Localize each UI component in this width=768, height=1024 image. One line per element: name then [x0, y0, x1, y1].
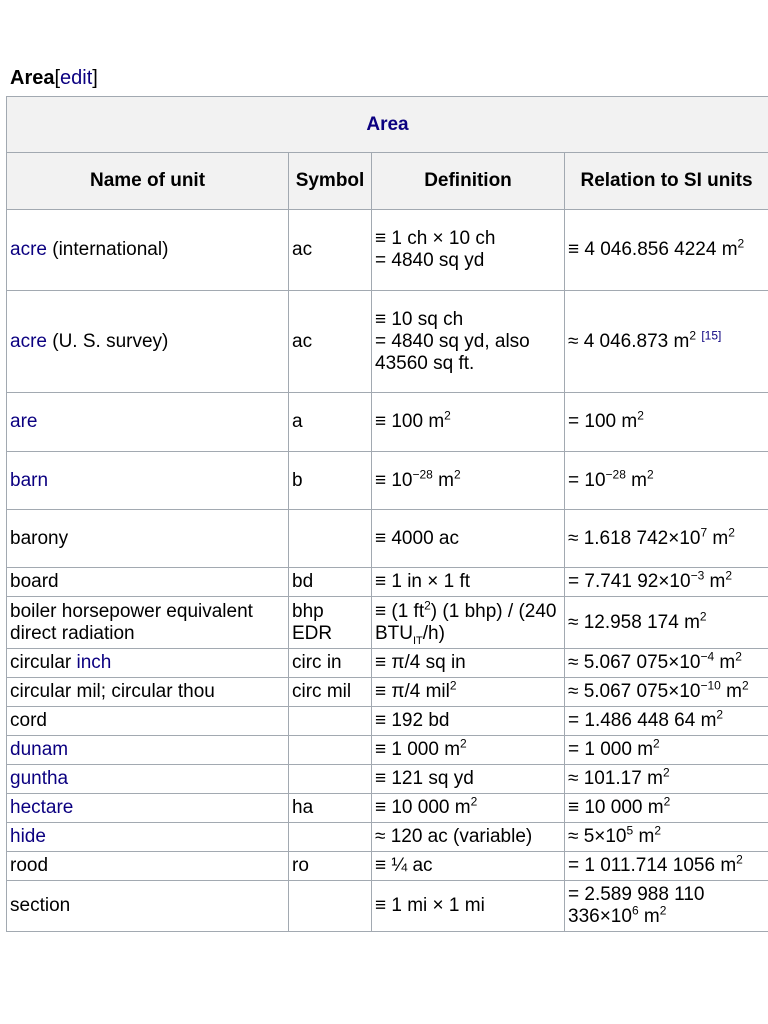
- unit-symbol-cell: bd: [289, 568, 372, 597]
- unit-name-cell: [7, 736, 289, 765]
- table-row: [7, 393, 768, 452]
- unit-name-link[interactable]: inch: [76, 652, 112, 673]
- table-row: [7, 210, 768, 291]
- si-relation-cell: ≈ 5.067 $075\times 10^{-4}$ $m^2$: [565, 649, 768, 678]
- si-relation-cell: ≈ 4 046.873 $m^2$ [15]: [565, 291, 768, 393]
- unit-definition-cell: ≡ 121 sq yd: [372, 765, 565, 794]
- si-relation-cell: = 7.741 $92\times 10^{-3}$ $m^2$: [565, 568, 768, 597]
- unit-symbol-cell: ac: [289, 291, 372, 393]
- unit-name-cell: [7, 393, 289, 452]
- si-relation-cell: = 1 011.714 1056 $m^2$: [565, 852, 768, 881]
- unit-symbol-cell: [289, 510, 372, 568]
- unit-definition-cell: ≡ 4000 ac: [372, 510, 565, 568]
- si-relation-cell: = 2.589 988 110 $336\times 10^6$ $m^2$: [565, 881, 768, 932]
- unit-definition-cell: ≡ 100 $m^2$: [372, 393, 565, 452]
- unit-name-cell: [7, 823, 289, 852]
- table-row: [7, 649, 768, 678]
- unit-definition-cell: ≡ $10^{-28}$ $m^2$: [372, 452, 565, 510]
- unit-definition-cell: ≡ ¼ ac: [372, 852, 565, 881]
- si-relation-cell: = 1 000 $m^2$: [565, 736, 768, 765]
- unit-symbol-cell: a: [289, 393, 372, 452]
- table-caption: Area: [7, 97, 768, 153]
- unit-name-link[interactable]: acre: [10, 239, 47, 260]
- table-row: [7, 707, 768, 736]
- table-body: [7, 210, 768, 932]
- unit-symbol-cell: [289, 881, 372, 932]
- unit-name-text: cord: [10, 710, 47, 731]
- edit-link[interactable]: edit: [60, 67, 93, 89]
- unit-name-cell: [7, 852, 289, 881]
- unit-name-link[interactable]: hide: [10, 826, 46, 847]
- unit-definition-cell: ≡ 1 ch × 10 ch = 4840 sq yd: [372, 210, 565, 291]
- unit-name-cell: [7, 510, 289, 568]
- unit-definition-cell: ≡ 10 sq ch = 4840 sq yd, also 43560 sq ft.: [372, 291, 565, 393]
- table-row: [7, 452, 768, 510]
- unit-name-text: circular mil; circular thou: [10, 681, 215, 702]
- column-header-name: Name of unit: [7, 153, 289, 210]
- table-row: [7, 678, 768, 707]
- si-relation-cell: ≈ 1.618 $742\times 10^7$ $m^2$: [565, 510, 768, 568]
- si-relation-cell: = 1.486 448 64 $m^2$: [565, 707, 768, 736]
- unit-name-cell: [7, 794, 289, 823]
- unit-definition-cell: ≡ (1 $ft^2$) (1 bhp) / (240 $BTU_{IT}/h$): [372, 597, 565, 649]
- unit-definition-cell: ≡ π/4 sq in: [372, 649, 565, 678]
- unit-symbol-cell: ha: [289, 794, 372, 823]
- table-row: [7, 291, 768, 393]
- unit-name-text: circular: [10, 652, 77, 673]
- unit-definition-cell: ≡ 10 000 $m^2$: [372, 794, 565, 823]
- unit-definition-cell: ≡ 1 mi × 1 mi: [372, 881, 565, 932]
- reference-link[interactable]: [15]: [701, 328, 722, 343]
- si-relation-cell: ≈ 101.17 $m^2$: [565, 765, 768, 794]
- unit-name-text: barony: [10, 527, 69, 549]
- si-relation-cell: ≡ 10 000 $m^2$: [565, 794, 768, 823]
- unit-definition-cell: ≡ π/4 mil$^2$: [372, 678, 565, 707]
- unit-name-cell: [7, 291, 289, 393]
- table-row: [7, 852, 768, 881]
- unit-name-link[interactable]: hectare: [10, 797, 74, 818]
- unit-symbol-cell: [289, 707, 372, 736]
- table-row: [7, 510, 768, 568]
- unit-definition-cell: ≡ 1 in × 1 ft: [372, 568, 565, 597]
- table-row: [7, 597, 768, 649]
- section-title: Area: [10, 67, 55, 89]
- unit-name-text: (international): [46, 239, 169, 260]
- edit-bracket-open: [: [54, 67, 61, 89]
- table-row: [7, 881, 768, 932]
- unit-name-cell: [7, 210, 289, 291]
- unit-name-cell: [7, 597, 289, 649]
- unit-name-cell: [7, 568, 289, 597]
- unit-name-cell: [7, 881, 289, 932]
- section-heading: [10, 66, 98, 90]
- si-relation-cell: ≡ 4 046.856 4224 $m^2$: [565, 210, 768, 291]
- table-row: [7, 736, 768, 765]
- unit-symbol-cell: [289, 765, 372, 794]
- column-header-symbol: Symbol: [289, 153, 372, 210]
- unit-definition-cell: ≡ 192 bd: [372, 707, 565, 736]
- si-relation-cell: ≈ 12.958 174 $m^2$: [565, 597, 768, 649]
- table-row: [7, 568, 768, 597]
- table-row: [7, 823, 768, 852]
- unit-symbol-cell: ac: [289, 210, 372, 291]
- unit-name-cell: [7, 765, 289, 794]
- unit-symbol-cell: [289, 736, 372, 765]
- unit-name-text: (U. S. survey): [46, 330, 169, 352]
- unit-name-link[interactable]: acre: [10, 330, 47, 352]
- unit-symbol-cell: [289, 823, 372, 852]
- unit-symbol-cell: circ in: [289, 649, 372, 678]
- unit-name-link[interactable]: barn: [10, 469, 49, 491]
- unit-name-link[interactable]: guntha: [10, 768, 69, 789]
- unit-name-text: rood: [10, 855, 49, 876]
- unit-symbol-cell: bhp EDR: [289, 597, 372, 649]
- unit-name-cell: [7, 452, 289, 510]
- unit-name-text: boiler horsepower equivalent direct radiation: [10, 600, 253, 644]
- unit-name-cell: [7, 678, 289, 707]
- area-units-table: [6, 96, 768, 932]
- unit-name-cell: [7, 707, 289, 736]
- si-relation-cell: ≈ $5\times 10^5$ $m^2$: [565, 823, 768, 852]
- unit-definition-cell: ≈ 120 ac (variable): [372, 823, 565, 852]
- table-row: [7, 794, 768, 823]
- si-relation-cell: = $10^{-28}$ $m^2$: [565, 452, 768, 510]
- column-header-relation: Relation to SI units: [565, 153, 768, 210]
- unit-symbol-cell: ro: [289, 852, 372, 881]
- column-header-definition: Definition: [372, 153, 565, 210]
- table-row: [7, 765, 768, 794]
- unit-name-link[interactable]: are: [10, 411, 38, 432]
- unit-name-cell: [7, 649, 289, 678]
- si-relation-cell: ≈ 5.067 $075\times 10^{-10}$ $m^2$: [565, 678, 768, 707]
- unit-definition-cell: ≡ 1 000 $m^2$: [372, 736, 565, 765]
- edit-bracket-close: ]: [92, 67, 98, 89]
- unit-symbol-cell: circ mil: [289, 678, 372, 707]
- unit-name-text: board: [10, 571, 59, 592]
- unit-name-text: section: [10, 895, 71, 916]
- unit-symbol-cell: b: [289, 452, 372, 510]
- unit-name-link[interactable]: dunam: [10, 739, 69, 760]
- si-relation-cell: = 100 $m^2$: [565, 393, 768, 452]
